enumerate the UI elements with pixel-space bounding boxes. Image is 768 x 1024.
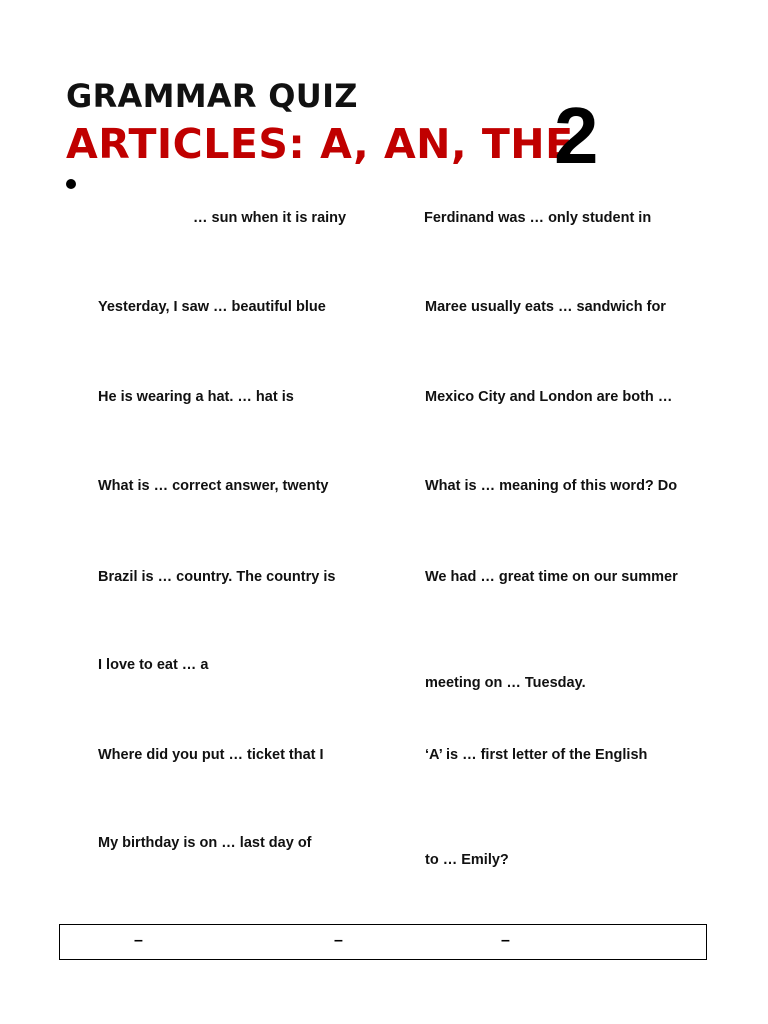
- question-right-5: We had … great time on our summer: [425, 569, 678, 585]
- question-right-3: Mexico City and London are both …: [425, 389, 673, 405]
- question-left-2: Yesterday, I saw … beautiful blue: [98, 299, 326, 315]
- question-left-1: … sun when it is rainy: [193, 210, 347, 226]
- question-left-3: He is wearing a hat. … hat is: [98, 389, 294, 405]
- quiz-subtitle: ARTICLES: A, AN, THE: [66, 120, 574, 168]
- answer-box: [59, 924, 707, 960]
- answer-separator: –: [501, 932, 510, 949]
- question-right-1: Ferdinand was … only student in: [424, 210, 652, 226]
- question-right-2: Maree usually eats … sandwich for: [425, 299, 666, 315]
- quiz-title: GRAMMAR QUIZ: [66, 77, 358, 115]
- answer-separator: –: [134, 932, 143, 949]
- question-left-5: Brazil is … country. The country is: [98, 569, 336, 585]
- question-left-4: What is … correct answer, twenty: [98, 478, 329, 494]
- answer-separator: –: [334, 932, 343, 949]
- question-right-7: ‘A’ is … first letter of the English: [425, 747, 648, 763]
- question-right-6: meeting on … Tuesday.: [425, 675, 586, 691]
- question-left-6: I love to eat … a: [98, 657, 209, 673]
- question-left-7: Where did you put … ticket that I: [98, 747, 324, 763]
- question-left-8: My birthday is on … last day of: [98, 835, 312, 851]
- quiz-number: 2: [554, 91, 599, 180]
- question-right-8: to … Emily?: [425, 852, 509, 868]
- bullet-icon: [66, 179, 76, 189]
- question-right-4: What is … meaning of this word? Do: [425, 478, 678, 494]
